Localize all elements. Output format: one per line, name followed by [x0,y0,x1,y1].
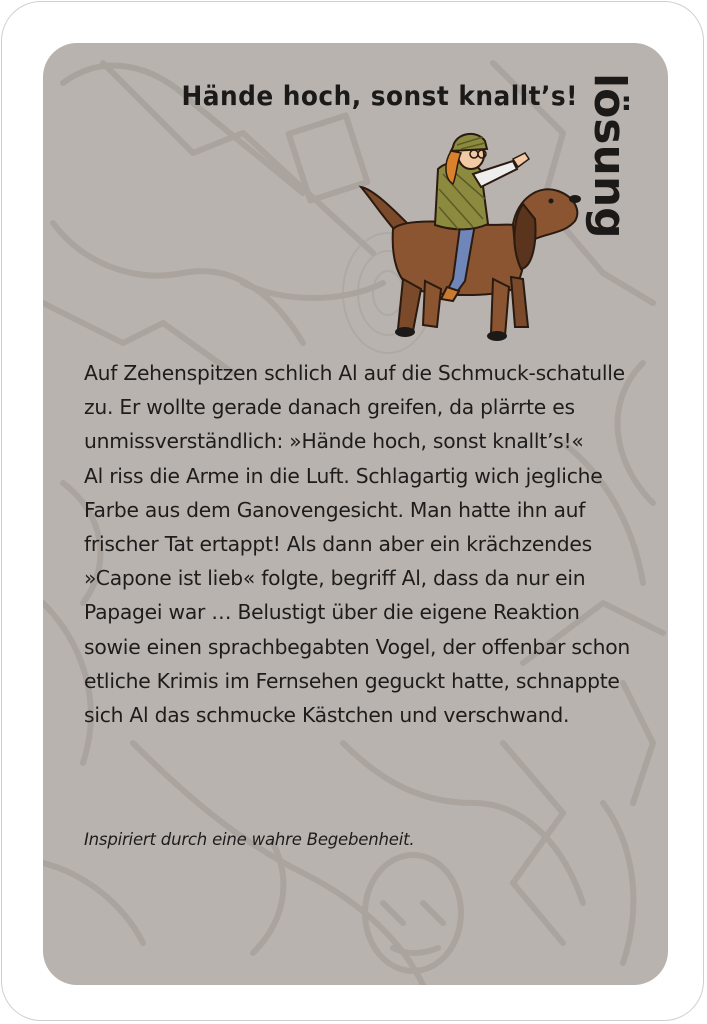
solution-label-text: lösung [584,73,635,239]
footnote: Inspiriert durch eine wahre Begebenheit. [84,830,415,849]
card-title: Hände hoch, sonst knallt’s! [181,81,578,112]
man-riding-bloodhound-illustration [353,129,583,344]
card-frame [1,1,704,1021]
card-panel [43,43,668,985]
story-text [84,356,639,732]
story-paragraph-1: Auf Zehenspitzen schlich Al auf die Schmuck-schatulle zu. Er wollte gerade danach greifen, da plärrte es unmissverständlich: »Hände hoch, sonst knallt’s!« [84,361,625,454]
story-paragraph-2: Al riss die Arme in die Luft. Schlagartig wich jegliche Farbe aus dem Ganovengesicht. Man hatte ihn auf frischer Tat ertappt! Als dann aber ein krächzendes »Capone ist lieb« folgte, begriff Al, dass da nur ein Papagei war … Belustigt über die eigene Reaktion sowie einen sprachbegabten Vogel, der offenbar schon etliche Krimis im Fernsehen geguckt hatte, schnappte sich Al das schmucke Kästchen und verschwand. [84,463,631,728]
